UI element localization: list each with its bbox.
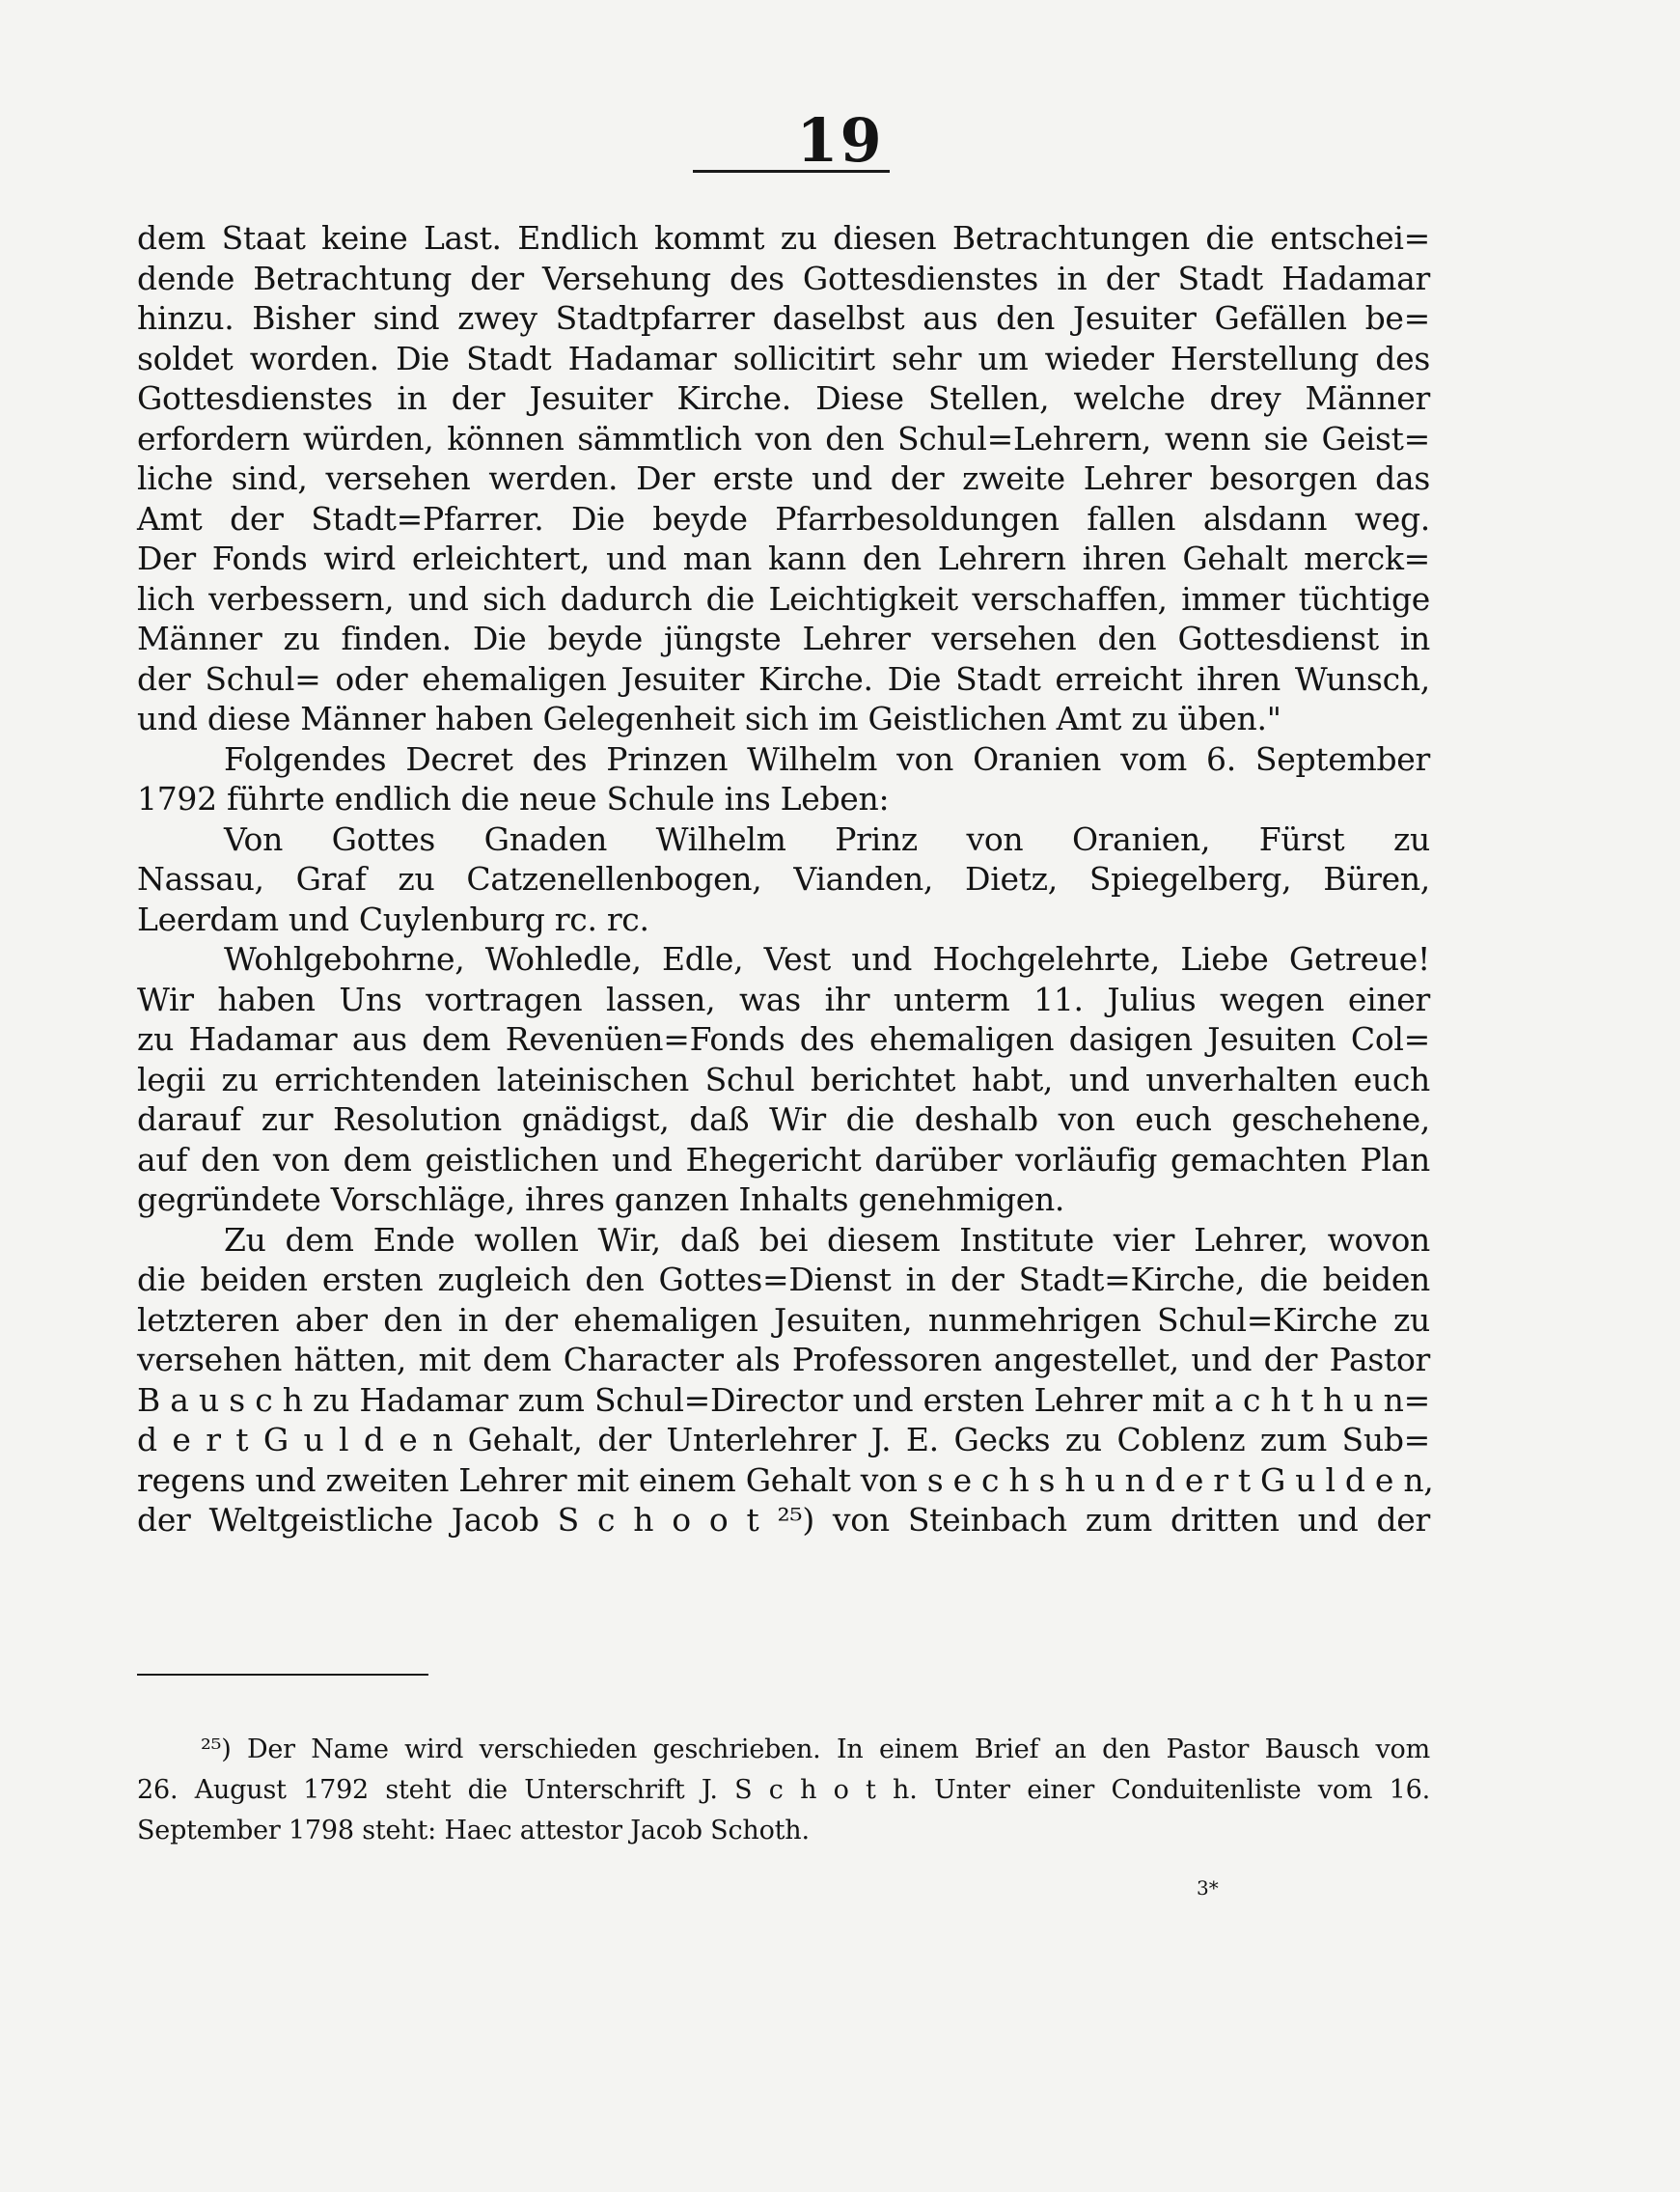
- body-line: soldet worden. Die Stadt Hadamar sollicitirt sehr um wieder Herstellung des: [137, 339, 1430, 377]
- footnote-rule: [137, 1674, 428, 1676]
- body-text: [137, 218, 1434, 1540]
- body-line: Leerdam und Cuylenburg rc. rc.: [137, 900, 649, 938]
- footnote-line: September 1798 steht: Haec attestor Jacob Schoth.: [137, 1816, 810, 1845]
- page-number: 19: [796, 105, 884, 176]
- body-line: Wohlgebohrne, Wohledle, Edle, Vest und Hochgelehrte, Liebe Getreue!: [224, 940, 1430, 978]
- body-line: lich verbessern, und sich dadurch die Leichtigkeit verschaffen, immer tüchtige: [137, 579, 1430, 618]
- body-line: hinzu. Bisher sind zwey Stadtpfarrer daselbst aus den Jesuiter Gefällen be=: [137, 299, 1430, 337]
- body-line: erfordern würden, können sämmtlich von den Schul=Lehrern, wenn sie Geist=: [137, 419, 1430, 458]
- body-line: Der Fonds wird erleichtert, und man kann den Lehrern ihren Gehalt merck=: [137, 540, 1430, 577]
- body-line: Folgendes Decret des Prinzen Wilhelm von Oranien vom 6. September: [224, 739, 1430, 778]
- body-line: legii zu errichtenden lateinischen Schul berichtet habt, und unverhalten euch: [137, 1060, 1430, 1098]
- body-line: der Schul= oder ehemaligen Jesuiter Kirche. Die Stadt erreicht ihren Wunsch,: [137, 659, 1430, 698]
- header-rule: [693, 170, 890, 173]
- body-line: regens und zweiten Lehrer mit einem Gehalt von s e c h s h u n d e r t G u l d e n,: [137, 1460, 1434, 1499]
- body-line: der Weltgeistliche Jacob S c h o o t ²⁵) von Steinbach zum dritten und der: [137, 1501, 1430, 1539]
- body-line: versehen hätten, mit dem Character als Professoren angestellet, und der Pastor: [137, 1341, 1430, 1378]
- body-line: B a u s c h zu Hadamar zum Schul=Director und ersten Lehrer mit a c h t h u n=: [137, 1380, 1430, 1419]
- footnote-line: ²⁵) Der Name wird verschieden geschrieben. In einem Brief an den Pastor Bausch vom: [201, 1734, 1430, 1764]
- body-line: dende Betrachtung der Versehung des Gottesdienstes in der Stadt Hadamar: [137, 259, 1430, 297]
- body-line: Nassau, Graf zu Catzenellenbogen, Vianden, Dietz, Spiegelberg, Büren,: [137, 860, 1430, 898]
- body-line: Zu dem Ende wollen Wir, daß bei diesem Institute vier Lehrer, wovon: [224, 1220, 1430, 1259]
- footnote-line: 26. August 1792 steht die Unterschrift J. S c h o t h. Unter einer Conduitenliste vom 16.: [137, 1775, 1430, 1805]
- body-line: die beiden ersten zugleich den Gottes=Dienst in der Stadt=Kirche, die beiden: [137, 1261, 1430, 1298]
- body-line: letzteren aber den in der ehemaligen Jesuiten, nunmehrigen Schul=Kirche zu: [137, 1300, 1430, 1339]
- body-line: Männer zu finden. Die beyde jüngste Lehrer versehen den Gottesdienst in: [137, 620, 1430, 657]
- footnotes: [137, 1730, 1430, 1851]
- body-line: gegründete Vorschläge, ihres ganzen Inhalts genehmigen.: [137, 1180, 1065, 1218]
- body-line: Wir haben Uns vortragen lassen, was ihr unterm 11. Julius wegen einer: [137, 980, 1430, 1018]
- body-line: Von Gottes Gnaden Wilhelm Prinz von Oranien, Fürst zu: [224, 819, 1430, 858]
- signature-mark: 3*: [1197, 1876, 1219, 1900]
- body-line: 1792 führte endlich die neue Schule ins Leben:: [137, 780, 890, 818]
- body-line: zu Hadamar aus dem Revenüen=Fonds des ehemaligen dasigen Jesuiten Col=: [137, 1020, 1430, 1058]
- body-line: und diese Männer haben Gelegenheit sich im Geistlichen Amt zu üben.": [137, 700, 1281, 737]
- body-line: Amt der Stadt=Pfarrer. Die beyde Pfarrbesoldungen fallen alsdann weg.: [137, 499, 1430, 538]
- body-line: darauf zur Resolution gnädigst, daß Wir die deshalb von euch geschehene,: [137, 1100, 1430, 1138]
- body-line: auf den von dem geistlichen und Ehegericht darüber vorläufig gemachten Plan: [137, 1140, 1430, 1179]
- body-line: liche sind, versehen werden. Der erste und der zweite Lehrer besorgen das: [137, 459, 1430, 497]
- body-line: Gottesdienstes in der Jesuiter Kirche. Diese Stellen, welche drey Männer: [137, 379, 1430, 417]
- body-line: dem Staat keine Last. Endlich kommt zu diesen Betrachtungen die entschei=: [137, 219, 1430, 257]
- body-line: d e r t G u l d e n Gehalt, der Unterlehrer J. E. Gecks zu Coblenz zum Sub=: [137, 1421, 1430, 1458]
